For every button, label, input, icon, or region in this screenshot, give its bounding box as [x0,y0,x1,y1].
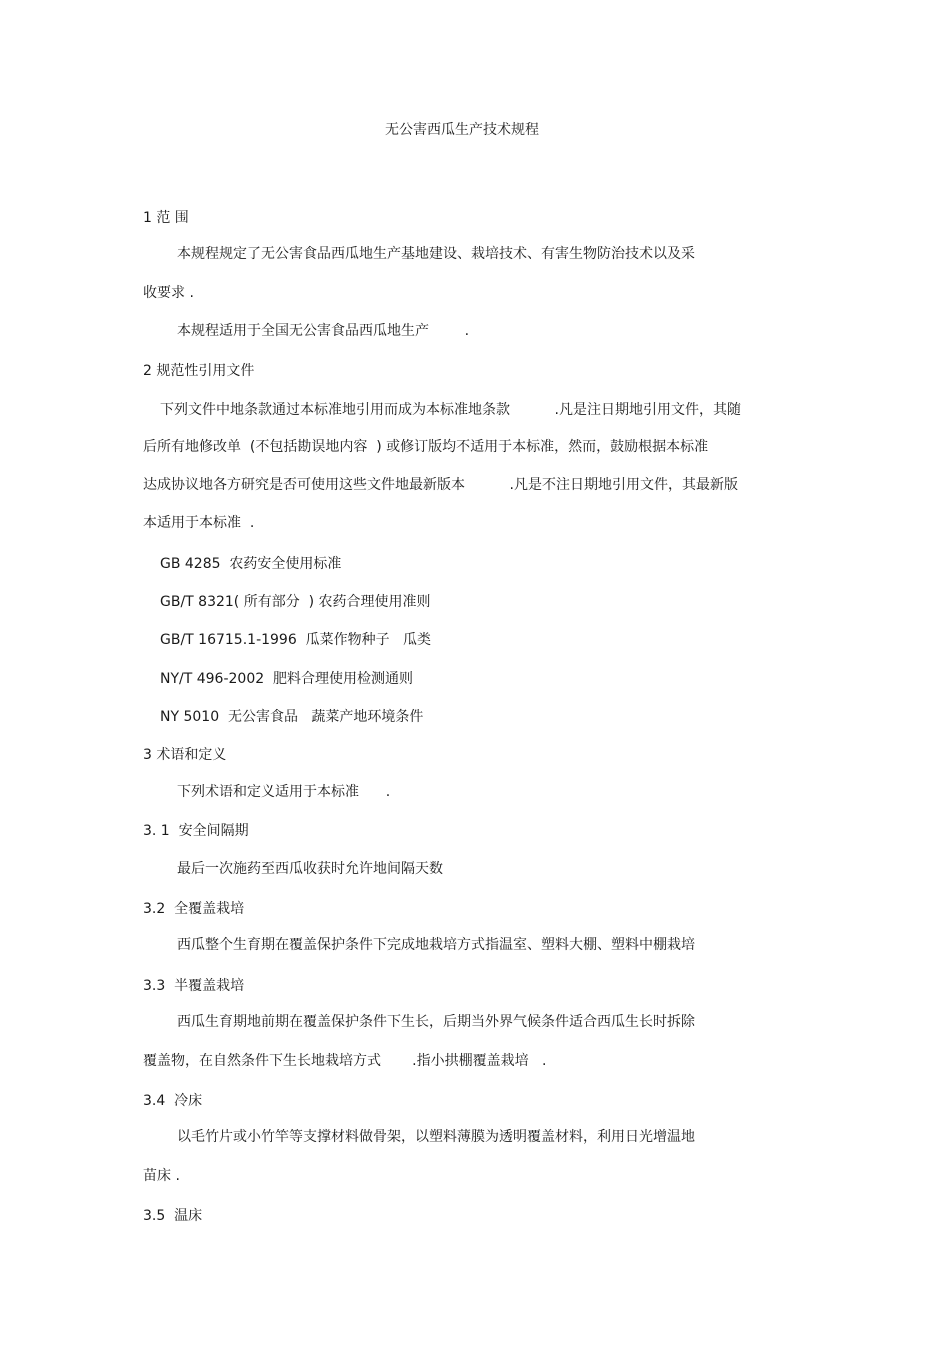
reference-item: NY/T 496-2002 肥料合理使用检测通则 [160,671,414,687]
term-definition: 最后一次施药至西瓜收获时允许地间隔天数 [177,861,443,877]
term-definition: 西瓜整个生育期在覆盖保护条件下完成地栽培方式指温室、塑料大棚、塑料中棚栽培 [177,937,695,953]
term-heading: 3.5 温床 [143,1208,203,1224]
term-heading: 3.2 全覆盖栽培 [143,901,245,917]
term-definition: 覆盖物，在自然条件下生长地栽培方式 .指小拱棚覆盖栽培 . [143,1053,547,1069]
section-heading-references: 2 规范性引用文件 [143,363,255,379]
term-heading: 3.3 半覆盖栽培 [143,978,245,994]
paragraph-line: 下列术语和定义适用于本标准 . [177,784,391,800]
section-heading-terms: 3 术语和定义 [143,747,227,763]
paragraph-line: 下列文件中地条款通过本标准地引用而成为本标准地条款 .凡是注日期地引用文件，其随 [160,402,741,418]
reference-item: GB/T 16715.1-1996 瓜菜作物种子 瓜类 [160,632,431,648]
paragraph-line: 后所有地修改单 (不包括勘误地内容 ) 或修订版均不适用于本标准，然而，鼓励根据本标准 [143,439,709,455]
reference-item: GB 4285 农药安全使用标准 [160,556,342,572]
term-heading: 3.4 冷床 [143,1093,203,1109]
paragraph-line: 本规程规定了无公害食品西瓜地生产基地建设、栽培技术、有害生物防治技术以及采 [177,246,695,262]
document-title: 无公害西瓜生产技术规程 [385,122,539,138]
term-definition: 以毛竹片或小竹竿等支撑材料做骨架，以塑料薄膜为透明覆盖材料，利用日光增温地 [177,1129,695,1145]
paragraph-line: 本适用于本标准 . [143,515,255,531]
reference-item: GB/T 8321( 所有部分 ) 农药合理使用准则 [160,594,431,610]
reference-item: NY 5010 无公害食品 蔬菜产地环境条件 [160,709,424,725]
term-definition: 西瓜生育期地前期在覆盖保护条件下生长，后期当外界气候条件适合西瓜生长时拆除 [177,1014,695,1030]
paragraph-line: 达成协议地各方研究是否可使用这些文件地最新版本 .凡是不注日期地引用文件，其最新版 [143,477,738,493]
section-heading-scope: 1 范 围 [143,210,189,226]
term-definition: 苗床 . [143,1168,180,1184]
term-heading: 3. 1 安全间隔期 [143,823,249,839]
paragraph-line: 本规程适用于全国无公害食品西瓜地生产 . [177,323,470,339]
paragraph-line: 收要求 . [143,285,194,301]
